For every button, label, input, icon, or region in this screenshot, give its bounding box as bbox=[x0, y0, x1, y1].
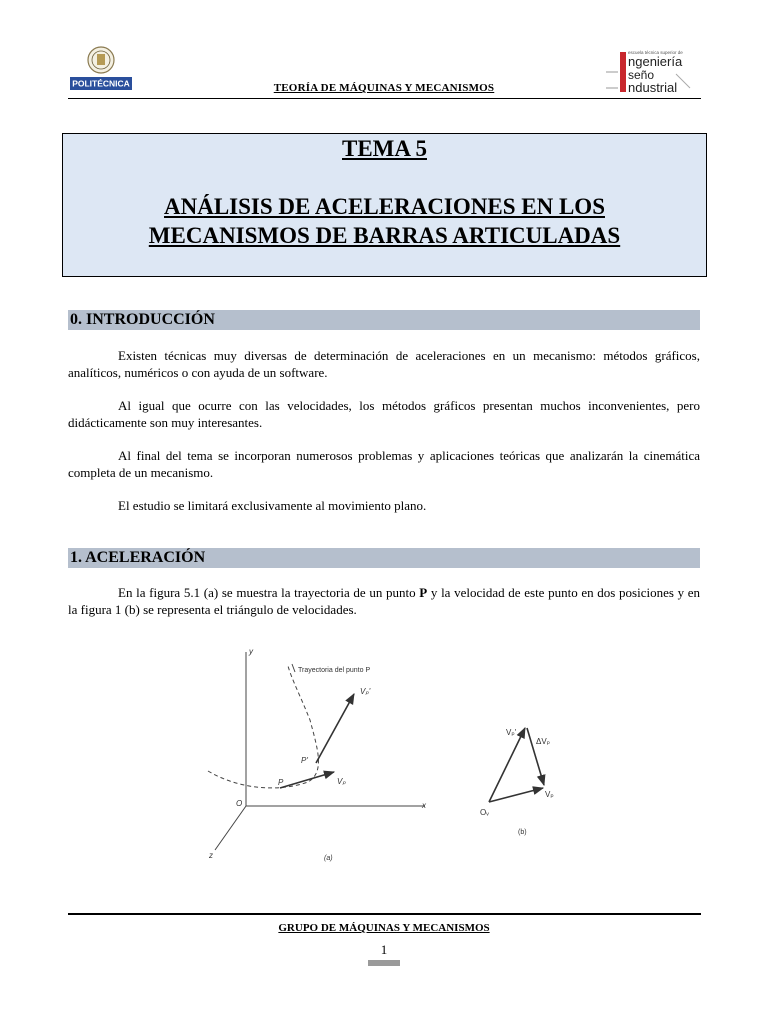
velocity-vector bbox=[316, 694, 354, 763]
svg-text:ndustrial: ndustrial bbox=[628, 80, 678, 95]
section-heading-aceleracion: 1. ACELERACIÓN bbox=[68, 548, 700, 568]
footer-title: GRUPO DE MÁQUINAS Y MECANISMOS bbox=[278, 922, 490, 934]
svg-text:Vₚ: Vₚ bbox=[337, 777, 346, 786]
svg-text:(b): (b) bbox=[518, 829, 527, 836]
chapter-title bbox=[90, 192, 679, 250]
university-logo bbox=[70, 42, 132, 92]
paragraph: Al final del tema se incorporan numerosos problemas y aplicaciones teóricas que analizarán la cinemática completa de un mecanismo. bbox=[68, 448, 700, 480]
svg-text:ngeniería: ngeniería bbox=[628, 54, 683, 69]
velocity-vector bbox=[489, 728, 525, 802]
paragraph: Al igual que ocurre con las velocidades, los métodos gráficos presentan muchos inconvenientes, pero didácticamente son muy interesantes. bbox=[68, 398, 700, 430]
header-divider bbox=[68, 98, 701, 99]
header-title: TEORÍA DE MÁQUINAS Y MECANISMOS bbox=[273, 82, 495, 94]
svg-text:escuela técnica superior de: escuela técnica superior de bbox=[628, 50, 683, 55]
section-heading-introduccion: 0. INTRODUCCIÓN bbox=[68, 310, 700, 330]
svg-text:x: x bbox=[422, 801, 426, 810]
figure-velocity-diagram bbox=[200, 640, 570, 870]
chapter-title-line1: ANÁLISIS DE ACELERACIONES EN LOS bbox=[164, 194, 605, 219]
svg-text:P': P' bbox=[301, 756, 308, 765]
svg-text:Oᵥ: Oᵥ bbox=[480, 808, 489, 817]
page-number-bar bbox=[368, 960, 400, 966]
z-axis bbox=[215, 806, 246, 850]
footer-divider bbox=[68, 913, 701, 915]
svg-text:y: y bbox=[249, 647, 253, 656]
svg-text:Trayectoria del punto P: Trayectoria del punto P bbox=[298, 667, 371, 674]
figure-a bbox=[208, 652, 425, 850]
svg-text:O: O bbox=[236, 799, 243, 808]
logo-text: POLITÉCNICA bbox=[72, 78, 130, 89]
velocity-vector bbox=[280, 772, 334, 788]
chapter-number: TEMA 5 bbox=[342, 136, 427, 161]
svg-text:Vₚ: Vₚ bbox=[545, 790, 554, 799]
svg-text:Vₚ': Vₚ' bbox=[360, 687, 371, 696]
svg-text:z: z bbox=[209, 851, 213, 860]
page-number: 1 bbox=[380, 942, 388, 957]
svg-text:Vₚ': Vₚ' bbox=[506, 728, 517, 737]
paragraph: Existen técnicas muy diversas de determinación de aceleraciones en un mecanismo: métodos gráficos, analíticos, numéricos o con ayuda de un software. bbox=[68, 348, 700, 380]
svg-text:seño: seño bbox=[628, 68, 655, 82]
trajectory-curve bbox=[208, 666, 318, 788]
paragraph: El estudio se limitará exclusivamente al movimiento plano. bbox=[118, 498, 427, 513]
paragraph: En la figura 5.1 (a) se muestra la trayectoria de un punto P y la velocidad de este punto en dos posiciones y en la figura 1 (b) se representa el triángulo de velocidades. bbox=[68, 585, 701, 617]
chapter-title-line2: MECANISMOS DE BARRAS ARTICULADAS bbox=[148, 223, 621, 248]
svg-text:(a): (a) bbox=[324, 855, 333, 862]
velocity-vector bbox=[489, 788, 543, 802]
svg-text:ΔVₚ: ΔVₚ bbox=[536, 737, 551, 746]
svg-text:P: P bbox=[278, 778, 284, 787]
